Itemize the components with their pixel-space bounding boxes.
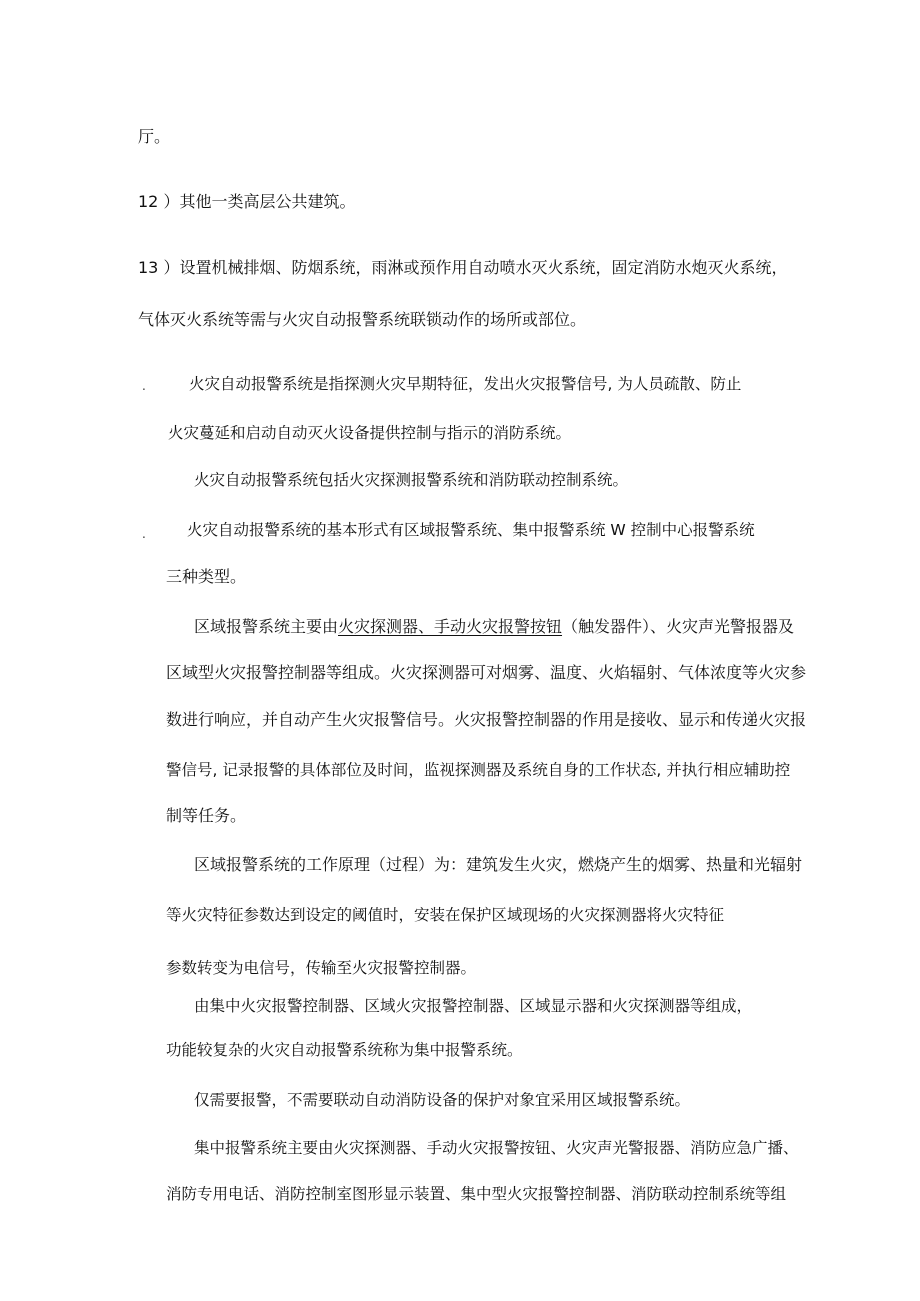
bullet-mark: .	[142, 527, 146, 541]
text-line	[194, 617, 794, 637]
text-line: 12 ）其他一类高层公共建筑。	[138, 192, 356, 211]
bullet-mark: .	[142, 379, 146, 393]
text-line: 等火灾特征参数达到设定的阈值时，安装在保护区域现场的火灾探测器将火灾特征	[166, 906, 725, 924]
text-line: 火灾蔓延和启动自动灭火设备提供控制与指示的消防系统。	[168, 424, 572, 442]
text-line: 火灾自动报警系统包括火灾探测报警系统和消防联动控制系统。	[194, 471, 629, 489]
text-line: 区域报警系统的工作原理（过程）为：建筑发生火灾，燃烧产生的烟雾、热量和光辐射	[194, 855, 803, 874]
text-span: （触发器件）、火灾声光警报器及	[562, 617, 795, 636]
text-line: 制等任务。	[166, 806, 247, 825]
text-line: 仅需要报警，不需要联动自动消防设备的保护对象宜采用区域报警系统。	[194, 1091, 691, 1109]
text-line: 厅。	[138, 127, 171, 146]
text-line: 数进行响应，并自动产生火灾报警信号。火灾报警控制器的作用是接收、显示和传递火灾报	[166, 710, 807, 729]
text-line: 参数转变为电信号，传输至火灾报警控制器。	[166, 959, 477, 977]
underlined-text: 火灾探测器、手动火灾报警按钮	[338, 617, 563, 636]
text-line: 13 ）设置机械排烟、防烟系统，雨淋或预作用自动喷水灭火系统，固定消防水炮灭火系统，	[138, 258, 788, 277]
text-line: 火灾自动报警系统的基本形式有区域报警系统、集中报警系统 W 控制中心报警系统	[187, 521, 755, 539]
text-line: 三种类型。	[166, 567, 247, 586]
text-line: 区域型火灾报警控制器等组成。火灾探测器可对烟雾、温度、火焰辐射、气体浓度等火灾参	[166, 663, 807, 682]
text-line: 警信号, 记录报警的具体部位及时间，监视探测器及系统自身的工作状态, 并执行相应辅助控	[166, 761, 791, 779]
text-line: 功能较复杂的火灾自动报警系统称为集中报警系统。	[166, 1041, 523, 1059]
text-line: 火灾自动报警系统是指探测火灾早期特征，发出火灾报警信号, 为人员疏散、防止	[189, 375, 742, 393]
text-line: 气体灭火系统等需与火灾自动报警系统联锁动作的场所或部位。	[138, 310, 587, 329]
text-line: 由集中火灾报警控制器、区域火灾报警控制器、区域显示器和火灾探测器等组成，	[194, 997, 753, 1015]
text-line: 集中报警系统主要由火灾探测器、手动火灾报警按钮、火灾声光警报器、消防应急广播、	[194, 1139, 799, 1157]
text-span: 区域报警系统主要由	[194, 617, 339, 636]
text-line: 消防专用电话、消防控制室图形显示装置、集中型火灾报警控制器、消防联动控制系统等组	[166, 1185, 787, 1203]
